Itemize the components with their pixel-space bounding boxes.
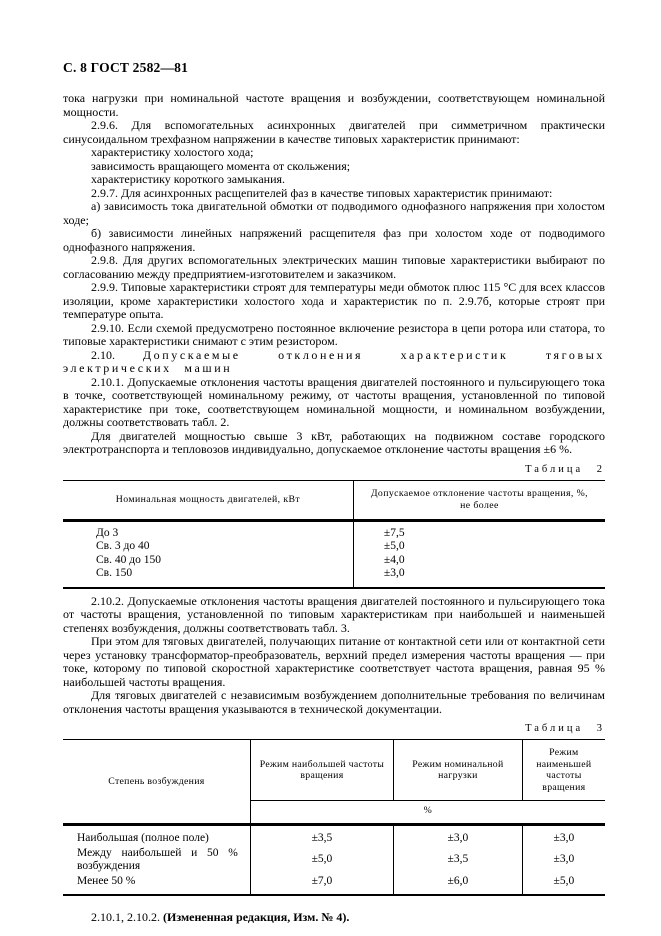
table3: [63, 739, 605, 896]
min-speed-cell: ±5,0: [553, 875, 575, 888]
paragraph-2-10-2: 2.10.2. Допускаемые отклонения частоты вращения двигателей постоянного и пульсирующего тока от частоты вращения, установленной по типовым характеристикам при наибольшей и наименьшей степенях возбуждения, должны соответствовать табл. 3.: [63, 593, 605, 635]
table-row: [63, 554, 605, 568]
paragraph-2-9-8: 2.9.8. Для других вспомогательных электрических машин типовые характеристики выбирают по согласованию между предприятием-изготовителем и заказчиком.: [63, 253, 605, 281]
paragraph-intro-continuation: тока нагрузки при номинальной частоте вращения и возбуждении, соответствующем номинальной мощности.: [63, 91, 605, 119]
deviation-cell: ±4,0: [383, 553, 405, 566]
table3-nominal-load-header: Режим номинальной нагрузки: [394, 740, 523, 801]
excitation-cell: Менее 50 %: [63, 874, 250, 895]
table2: [63, 480, 605, 589]
amendment-text: (Измененная редакция, Изм. № 4).: [163, 910, 350, 925]
power-range-cell: Св. 150: [63, 567, 353, 588]
amendment-note: [63, 911, 605, 925]
table3-unit-cell: %: [423, 805, 433, 816]
min-speed-cell: ±3,0: [553, 853, 575, 866]
paragraph-2-10-1: 2.10.1. Допускаемые отклонения частоты вращения двигателей постоянного и пульсирующего тока в точке, соответствующей номинальному режиму, от частоты вращения, установленной по типовой характеристике при токе, соответствующем номинальной мощности, и номинальном возбуждении, должны соответствовать табл. 2.: [63, 374, 605, 429]
paragraph-2-9-7: 2.9.7. Для асинхронных расщепителей фаз в качестве типовых характеристик принимают:: [91, 185, 553, 200]
page-header: С. 8 ГОСТ 2582—81: [63, 60, 189, 75]
paragraph-2-9-7-item-a: а) зависимость тока двигательной обмотки от подводимого однофазного напряжения при холостом ходе;: [63, 199, 605, 227]
table-row: [63, 824, 605, 846]
nominal-load-cell: ±3,0: [394, 824, 523, 846]
table2-col2-header: [353, 480, 605, 520]
nominal-load-cell: ±3,5: [394, 846, 523, 874]
paragraph-2-9-7-item-b: б) зависимости линейных напряжений расщепителя фаз при холостом ходе от подводимого однофазного напряжения.: [63, 226, 605, 254]
max-speed-cell: ±5,0: [250, 846, 393, 874]
max-speed-cell: ±7,0: [250, 874, 393, 895]
deviation-cell: ±7,5: [383, 526, 405, 539]
section-heading-2-10: [63, 349, 605, 376]
deviation-cell: ±5,0: [383, 540, 405, 552]
paragraph-2-9-10: 2.9.10. Если схемой предусмотрено постоянное включение резистора в цепи ротора или статора, то типовые характеристики снимают с этим резистором.: [63, 320, 605, 348]
table2-col2-header-line2: не более: [460, 499, 499, 511]
paragraph-2-9-6-item-2: зависимость вращающего момента от скольжения;: [91, 158, 351, 173]
power-range-cell: Св. 3 до 40: [63, 540, 353, 554]
min-speed-cell: ±3,0: [553, 831, 575, 844]
paragraph-2-10-1-note: Для двигателей мощностью свыше 3 кВт, работающих на подвижном составе городского электротранспорта и тепловозов индивидуально, допускаемое отклонение частоты вращения ±6 %.: [63, 428, 605, 456]
paragraph-2-9-9: 2.9.9. Типовые характеристики строят для температуры меди обмоток плюс 115 °С для всех классов изоляции, кроме характеристики холостого хода и характеристик по п. 2.9.7б, которые строят при температуре опыта.: [63, 280, 605, 321]
paragraph-2-9-6-item-3: характеристику короткого замыкания.: [91, 172, 286, 186]
table-row: [63, 846, 605, 874]
table2-col2-header-line1: Допускаемое отклонение частоты вращения, %,: [370, 487, 589, 499]
paragraph-2-9-6: 2.9.6. Для вспомогательных асинхронных двигателей при симметричном практически синусоидальном трехфазном напряжении в качестве типовых характеристик принимают:: [63, 118, 605, 146]
excitation-cell: Между наибольшей и 50 % возбуждения: [63, 846, 250, 874]
table3-excitation-header: Степень возбуждения: [63, 740, 250, 825]
deviation-cell: ±3,0: [383, 567, 405, 579]
section-number: 2.10.: [91, 347, 115, 362]
table-row: [63, 540, 605, 554]
table-row: [63, 520, 605, 540]
table-row: [63, 567, 605, 588]
table3-label: Таблица 3: [525, 723, 605, 734]
power-range-cell: До 3: [63, 520, 353, 540]
table3-min-speed-header: Режим наименьшей частоты вращения: [522, 740, 605, 801]
paragraph-2-10-2-note-1: При этом для тяговых двигателей, получающих питание от контактной сети или от контактной сети через установку трансформатор-преобразователь, верхний предел измерения частоты вращения — при токе, которому по типовой скоростной характеристике соответствует частота вращения, равная 95 % наибольшей частоты вращения.: [63, 634, 605, 689]
paragraph-2-10-2-note-2: Для тяговых двигателей с независимым возбуждением дополнительные требования по величинам отклонения частоты вращения указываются в технической документации.: [63, 688, 605, 716]
table2-col1-header: Номинальная мощность двигателей, кВт: [63, 480, 353, 520]
max-speed-cell: ±3,5: [250, 824, 393, 846]
table-row: [63, 874, 605, 895]
table2-header-row: [63, 480, 605, 520]
table3-header-row: [63, 740, 605, 801]
amendment-refs: 2.10.1, 2.10.2.: [91, 910, 160, 925]
power-range-cell: Св. 40 до 150: [63, 554, 353, 568]
table3-max-speed-header: Режим наибольшей частоты вращения: [250, 740, 393, 801]
table2-label: Таблица 2: [525, 463, 605, 475]
excitation-cell: Наибольшая (полное поле): [63, 824, 250, 846]
paragraph-2-9-6-item-1: характеристику холостого хода;: [91, 145, 254, 159]
section-title: Допускаемые отклонения характеристик тяговых электрических машин: [63, 347, 605, 375]
nominal-load-cell: ±6,0: [394, 874, 523, 895]
